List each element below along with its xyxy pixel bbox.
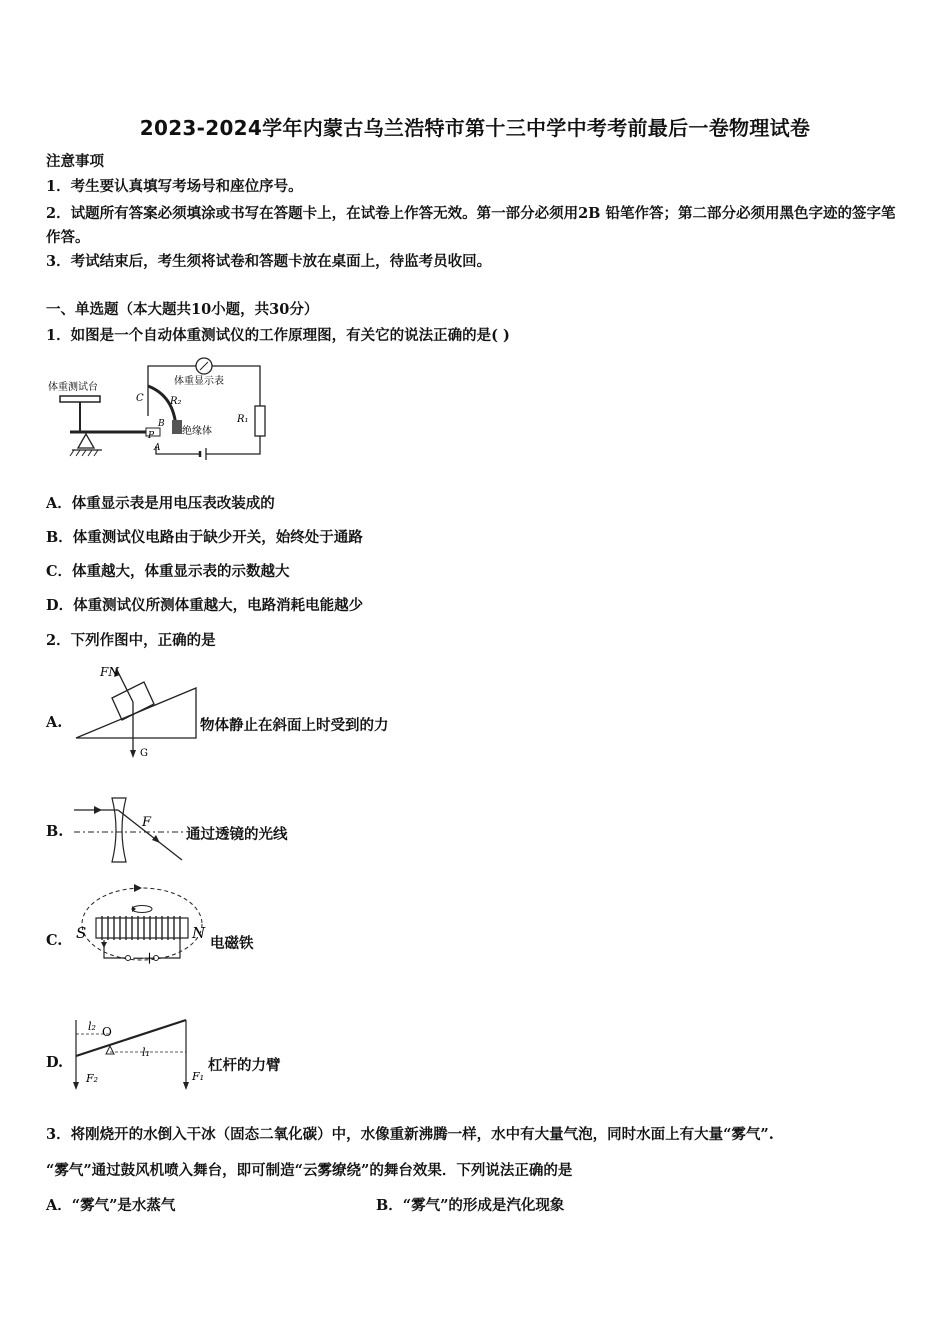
l2-label: l₂ bbox=[88, 1020, 96, 1033]
question-3-option-a: A．“雾气”是水蒸气 bbox=[46, 1197, 176, 1214]
p-label: P bbox=[148, 431, 155, 441]
notice-item-3: 3．考试结束后，考生须将试卷和答题卡放在桌面上，待监考员收回。 bbox=[46, 253, 492, 270]
plus-terminal: ＋ bbox=[143, 952, 157, 967]
q2-option-a-letter: A. bbox=[46, 714, 63, 731]
electromagnet-figure bbox=[74, 876, 210, 974]
l1-label: l₁ bbox=[142, 1046, 150, 1059]
page-title: 2023-2024学年内蒙古乌兰浩特市第十三中学中考考前最后一卷物理试卷 bbox=[139, 116, 811, 140]
lens-ray-figure bbox=[72, 796, 190, 866]
focus-label: F bbox=[142, 815, 152, 830]
fulcrum-label: O bbox=[102, 1025, 112, 1039]
incline-force-figure bbox=[72, 662, 200, 762]
q2-option-c-caption: 电磁铁 bbox=[210, 935, 254, 952]
north-pole-label: N bbox=[192, 924, 206, 942]
f1-label: F₁ bbox=[192, 1070, 205, 1083]
notice-heading: 注意事项 bbox=[46, 153, 104, 170]
question-3-option-b: B．“雾气”的形成是汽化现象 bbox=[376, 1197, 565, 1214]
q2-option-d-caption: 杠杆的力臂 bbox=[208, 1057, 281, 1074]
r2-label: R₂ bbox=[170, 396, 182, 407]
question-3-stem-line-2: “雾气”通过鼓风机喷入舞台，即可制造“云雾缭绕”的舞台效果．下列说法正确的是 bbox=[46, 1162, 573, 1179]
minus-terminal: － bbox=[132, 952, 146, 967]
question-2-stem: 2．下列作图中，正确的是 bbox=[46, 632, 216, 649]
question-1-stem: 1．如图是一个自动体重测试仪的工作原理图，有关它的说法正确的是( ) bbox=[46, 327, 510, 344]
south-pole-label: S bbox=[76, 924, 87, 942]
a-label: A bbox=[154, 443, 161, 453]
question-1-option-a: A．体重显示表是用电压表改装成的 bbox=[46, 495, 275, 512]
q2-option-c-letter: C. bbox=[46, 932, 63, 949]
q2-option-a-caption: 物体静止在斜面上时受到的力 bbox=[200, 717, 389, 734]
section-heading: 一、单选题（本大题共10小题，共30分） bbox=[46, 301, 319, 318]
question-3-stem-line-1: 3．将刚烧开的水倒入干冰（固态二氧化碳）中，水像重新沸腾一样，水中有大量气泡，同时水面上有大量“雾气”. bbox=[46, 1126, 774, 1143]
q2-option-b-caption: 通过透镜的光线 bbox=[186, 826, 288, 843]
b-label: B bbox=[158, 419, 165, 429]
q2-option-b-letter: B. bbox=[46, 823, 64, 840]
notice-item-1: 1．考生要认真填写考场号和座位序号。 bbox=[46, 178, 303, 195]
c-label: C bbox=[136, 393, 144, 404]
notice-item-2: 2．试题所有答案必须填涂或书写在答题卡上，在试卷上作答无效。第一部分必须用2B 铅笔作答；第二部分必须用黑色字迹的签字笔作答。 bbox=[46, 205, 896, 246]
normal-force-label: FN bbox=[100, 665, 119, 679]
meter-label: 体重显示表 bbox=[174, 376, 224, 387]
q2-option-d-letter: D. bbox=[46, 1054, 64, 1071]
r1-label: R₁ bbox=[237, 414, 249, 425]
question-1-option-b: B．体重测试仪电路由于缺少开关，始终处于通路 bbox=[46, 529, 363, 546]
f2-label: F₂ bbox=[86, 1072, 99, 1085]
gravity-label: G bbox=[140, 748, 148, 759]
question-1-option-d: D．体重测试仪所测体重越大，电路消耗电能越少 bbox=[46, 597, 364, 614]
lever-arm-figure bbox=[72, 1012, 212, 1094]
weight-tester-circuit-figure bbox=[46, 356, 286, 470]
insulator-label: 绝缘体 bbox=[182, 426, 212, 437]
question-1-option-c: C．体重越大，体重显示表的示数越大 bbox=[46, 563, 290, 580]
platform-label: 体重测试台 bbox=[48, 382, 98, 393]
